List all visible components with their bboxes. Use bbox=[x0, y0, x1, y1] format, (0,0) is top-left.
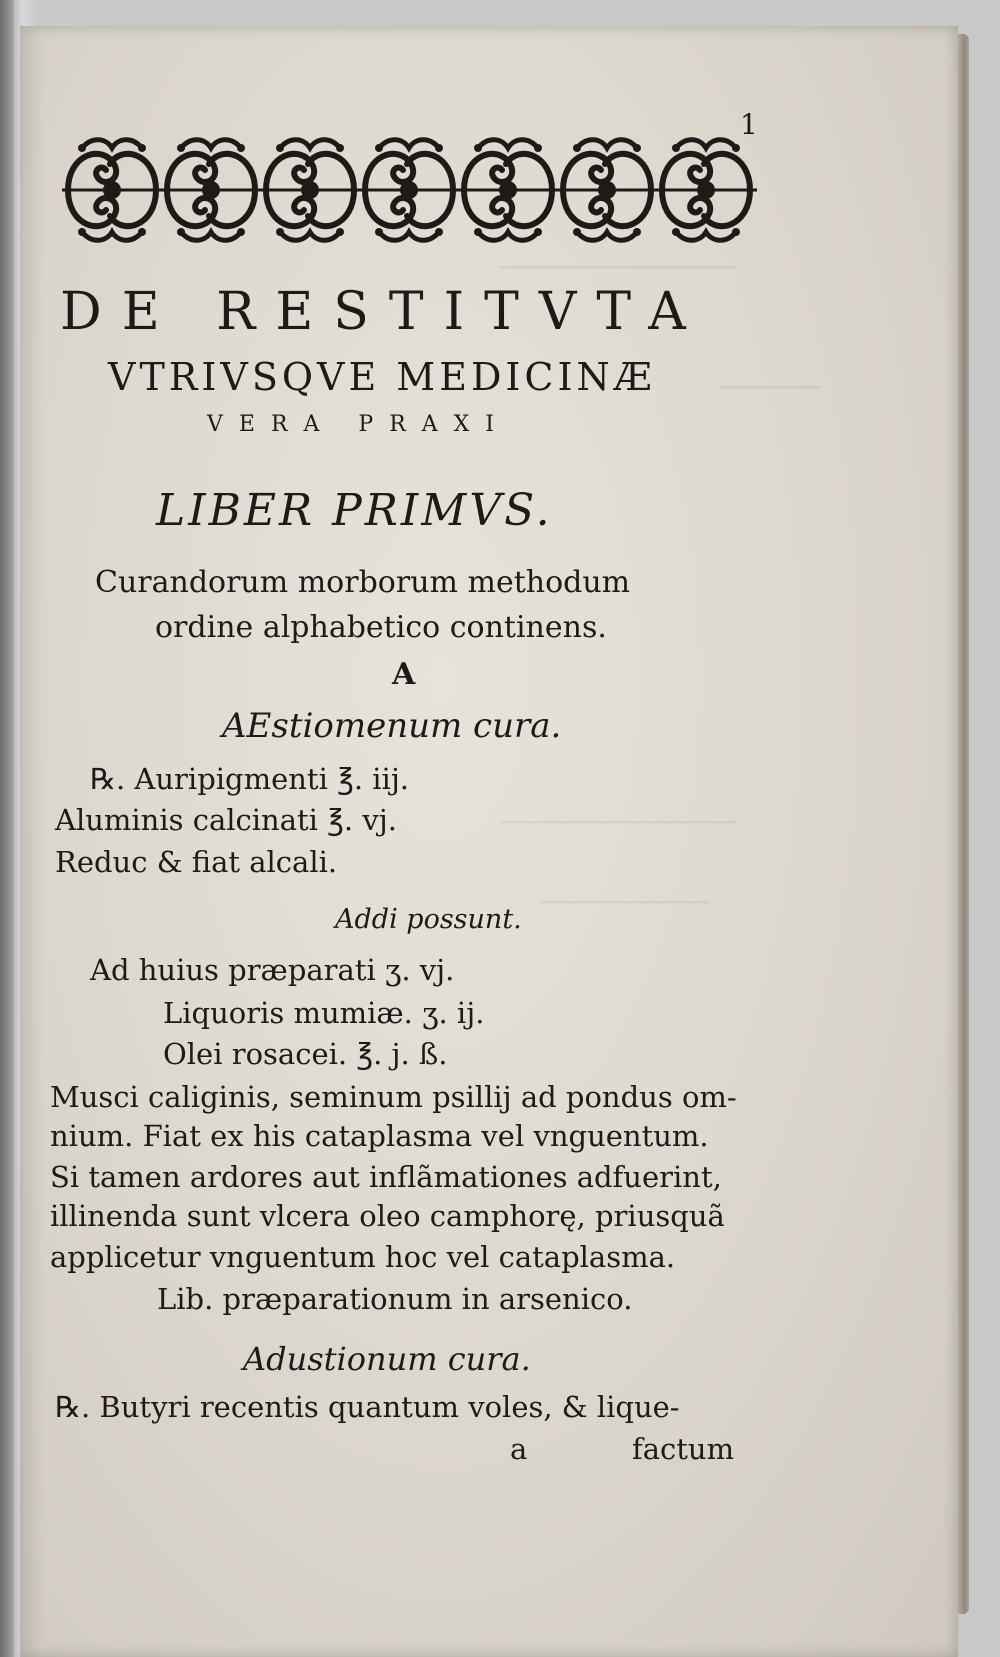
title-line-2: VTRIVSQVE MEDICINÆ bbox=[108, 355, 656, 399]
recipe-line: Aluminis calcinati ℥. vj. bbox=[55, 803, 397, 837]
book-gutter bbox=[0, 0, 14, 1657]
section-heading-aestiomenum: AEstiomenum cura. bbox=[222, 706, 562, 746]
recipe-line: Ad huius præparati ʒ. vj. bbox=[90, 953, 455, 987]
body-line: nium. Fiat ex his cataplasma vel vnguentum. bbox=[50, 1119, 709, 1153]
catchword: factum bbox=[632, 1432, 735, 1466]
show-through: ────────────── bbox=[500, 806, 737, 839]
recipe-line: Reduc & fiat alcali. bbox=[55, 845, 338, 879]
body-line: Musci caliginis, seminum psillij ad pondus om- bbox=[50, 1080, 737, 1114]
show-through: ────────── bbox=[540, 886, 709, 919]
recipe-line: ℞. Butyri recentis quantum voles, & lique- bbox=[55, 1390, 680, 1424]
recipe-line: ℞. Auripigmenti ℥. iij. bbox=[90, 762, 410, 796]
title-line-3: VERA PRAXI bbox=[207, 412, 510, 437]
body-line: illinenda sunt vlcera oleo camphorę, priusquã bbox=[50, 1199, 725, 1233]
section-letter: A bbox=[392, 657, 416, 692]
signature-mark: a bbox=[510, 1432, 528, 1466]
show-through: ────────────── bbox=[500, 251, 737, 284]
section-heading-adustionum: Adustionum cura. bbox=[243, 1340, 531, 1378]
title-line-1: DE RESTITVTA bbox=[60, 282, 706, 342]
body-line: applicetur vnguentum hoc vel cataplasma. bbox=[50, 1240, 676, 1274]
show-through: ────── bbox=[720, 371, 822, 404]
ornament-headpiece bbox=[62, 134, 757, 246]
body-line: Si tamen ardores aut inflãmationes adfuerint, bbox=[50, 1160, 722, 1194]
recipe-line: Olei rosacei. ℥. j. ß. bbox=[163, 1037, 448, 1071]
subheading-addi-possunt: Addi possunt. bbox=[335, 904, 522, 935]
subtitle-line-1: Curandorum morborum methodum bbox=[95, 565, 631, 600]
recipe-line: Liquoris mumiæ. ʒ. ij. bbox=[163, 996, 485, 1030]
book-heading: LIBER PRIMVS. bbox=[156, 485, 553, 536]
subtitle-line-2: ordine alphabetico continens. bbox=[155, 610, 607, 645]
reference-line: Lib. præparationum in arsenico. bbox=[157, 1282, 633, 1316]
page-number: 1 bbox=[740, 108, 758, 141]
